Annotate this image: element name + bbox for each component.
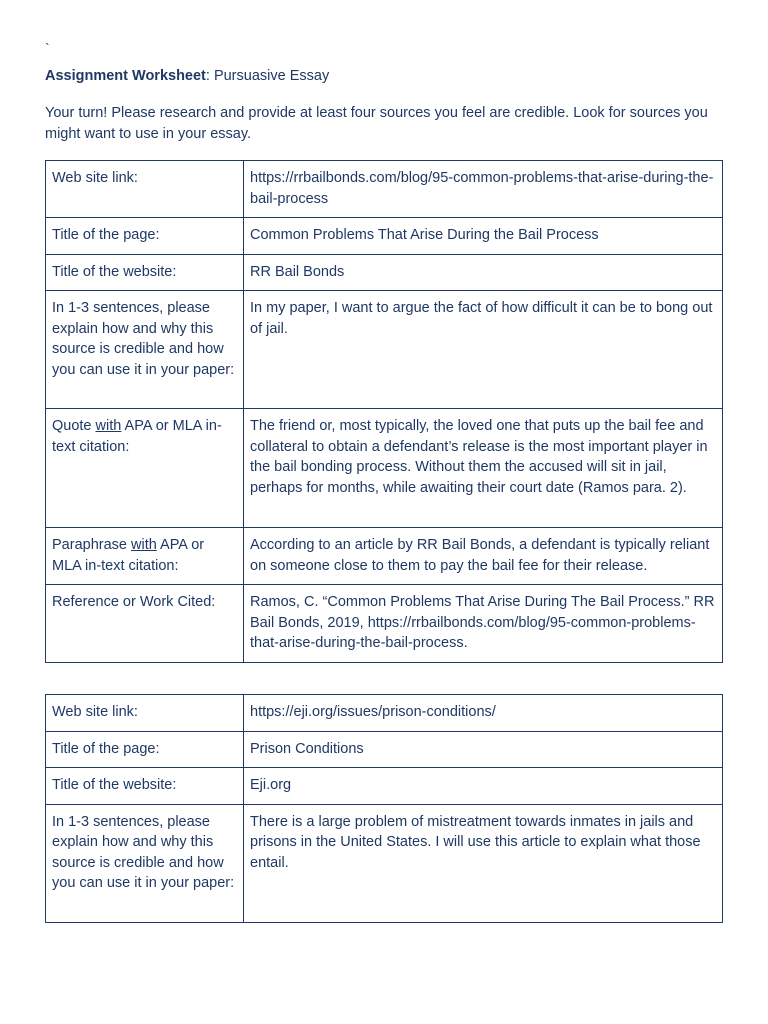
heading-bold: Assignment Worksheet [45,68,206,84]
source2-link: https://eji.org/issues/prison-conditions/ [244,695,723,732]
intro-paragraph: Your turn! Please research and provide at least four sources you feel are credible. Look for sources you might want to use in your essay. [45,105,708,142]
source1-explain: In my paper, I want to argue the fact of how difficult it can be to bong out of jail. [244,291,723,409]
label-explain: In 1-3 sentences, please explain how and why this source is credible and how you can use it in your paper: [46,291,244,409]
label-link: Web site link: [46,161,244,218]
table-row [46,528,723,585]
source1-link: https://rrbailbonds.com/blog/95-common-problems-that-arise-during-the-bail-process [244,161,723,218]
label-explain: In 1-3 sentences, please explain how and why this source is credible and how you can use it in your paper: [46,804,244,922]
source1-paraphrase: According to an article by RR Bail Bonds, a defendant is typically reliant on someone close to them to pay the bail fee for their release. [244,528,723,585]
table-row [46,731,723,768]
heading-rest: : Pursuasive Essay [205,68,330,84]
table-row [46,161,723,218]
table-row [46,409,723,528]
table-row [46,218,723,255]
label-website-title: Title of the website: [46,254,244,291]
page-title [45,66,329,86]
label-para-pre: Paraphrase [52,537,131,553]
label-para-post: APA or MLA in-text citation: [52,537,205,574]
source2-explain: There is a large problem of mistreatment towards inmates in jails and prisons in the United States. I will use this article to explain what those entail. [244,804,723,922]
source1-reference: Ramos, C. “Common Problems That Arise During The Bail Process.” RR Bail Bonds, 2019, https://rrbailbonds.com/blog/95-common-problems-that-arise-during-the-bail-process. [244,585,723,663]
label-quote-post: APA or MLA in-text citation: [52,418,222,455]
label-para-with: with [131,537,157,553]
label-quote-pre: Quote [52,418,96,434]
label-website-title: Title of the website: [46,768,244,805]
table-row [46,291,723,409]
table-row [46,768,723,805]
source-table-2 [45,694,723,923]
source1-quote: The friend or, most typically, the loved one that puts up the bail fee and collateral to obtain a defendant’s release is the most important player in the bail bonding process. Without them the accused will sit in jail, perhaps for months, while awaiting their court date (Ramos para. 2). [244,409,723,528]
table-row [46,254,723,291]
source2-website-title: Eji.org [244,768,723,805]
label-page-title: Title of the page: [46,731,244,768]
label-reference: Reference or Work Cited: [46,585,244,663]
table-row [46,804,723,922]
source1-page-title: Common Problems That Arise During the Bail Process [244,218,723,255]
label-page-title: Title of the page: [46,218,244,255]
stray-tick-mark: ` [45,40,50,56]
table-row [46,585,723,663]
label-paraphrase [46,528,244,585]
table-row [46,695,723,732]
source2-page-title: Prison Conditions [244,731,723,768]
source-table-1 [45,160,723,663]
source1-website-title: RR Bail Bonds [244,254,723,291]
label-quote [46,409,244,528]
label-quote-with: with [95,418,122,434]
label-link: Web site link: [46,695,244,732]
